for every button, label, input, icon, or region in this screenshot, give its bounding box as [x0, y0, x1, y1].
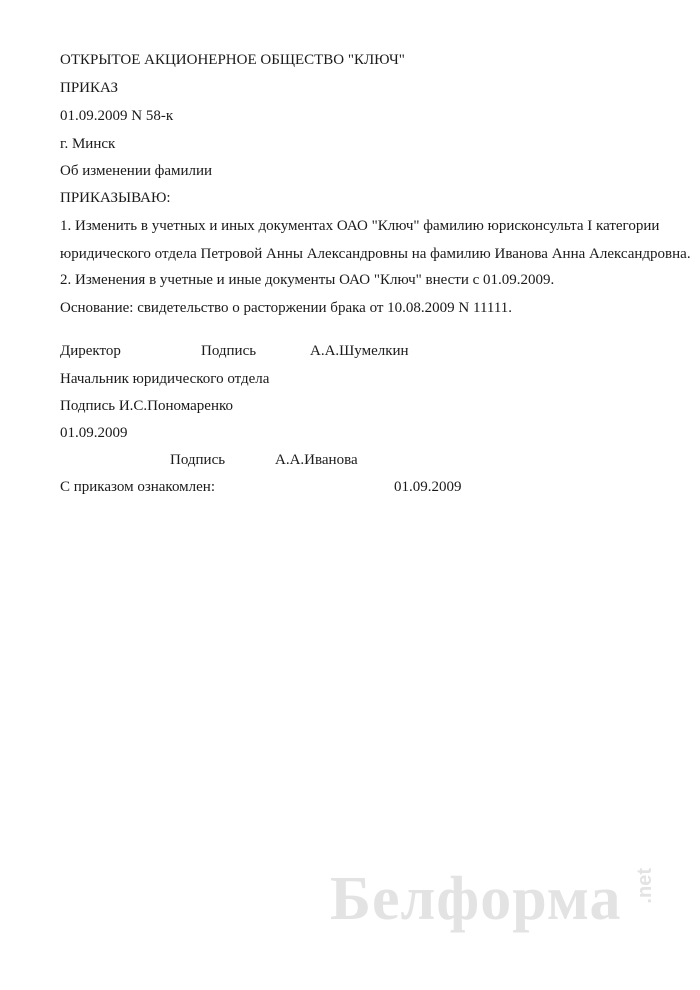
acquainted-date: 01.09.2009 — [394, 479, 462, 495]
employee-name: А.А.Иванова — [275, 452, 358, 468]
director-name: А.А.Шумелкин — [310, 343, 409, 359]
employee-signature: Подпись — [170, 452, 226, 468]
legal-head-signature: Подпись И.С.Пономаренко — [60, 398, 234, 414]
order-basis: Основание: свидетельство о расторжении брака от 10.08.2009 N 11111. — [60, 300, 513, 316]
order-item-1-line-2: юридического отдела Петровой Анны Александровны на фамилию Иванова Анна Александровна. — [60, 246, 691, 262]
watermark-logo: Белформа — [330, 865, 622, 933]
order-heading: ПРИКАЗЫВАЮ: — [60, 190, 171, 206]
order-item-2: 2. Изменения в учетные и иные документы ОАО "Ключ" внести с 01.09.2009. — [60, 272, 555, 288]
director-signature: Подпись — [201, 343, 257, 359]
document-subject: Об изменении фамилии — [60, 163, 213, 179]
acquainted-label: С приказом ознакомлен: — [60, 479, 216, 495]
legal-head-date: 01.09.2009 — [60, 425, 128, 441]
document-city: г. Минск — [60, 136, 116, 152]
director-title: Директор — [60, 343, 121, 359]
order-item-1-line-1: 1. Изменить в учетных и иных документах ОАО "Ключ" фамилию юрисконсульта I категории — [60, 218, 660, 234]
document-date-number: 01.09.2009 N 58-к — [60, 108, 174, 124]
document-type: ПРИКАЗ — [60, 80, 118, 96]
watermark-suffix: .net — [634, 868, 656, 904]
legal-head-title: Начальник юридического отдела — [60, 371, 270, 387]
organization-name: ОТКРЫТОЕ АКЦИОНЕРНОЕ ОБЩЕСТВО "КЛЮЧ" — [60, 52, 405, 68]
